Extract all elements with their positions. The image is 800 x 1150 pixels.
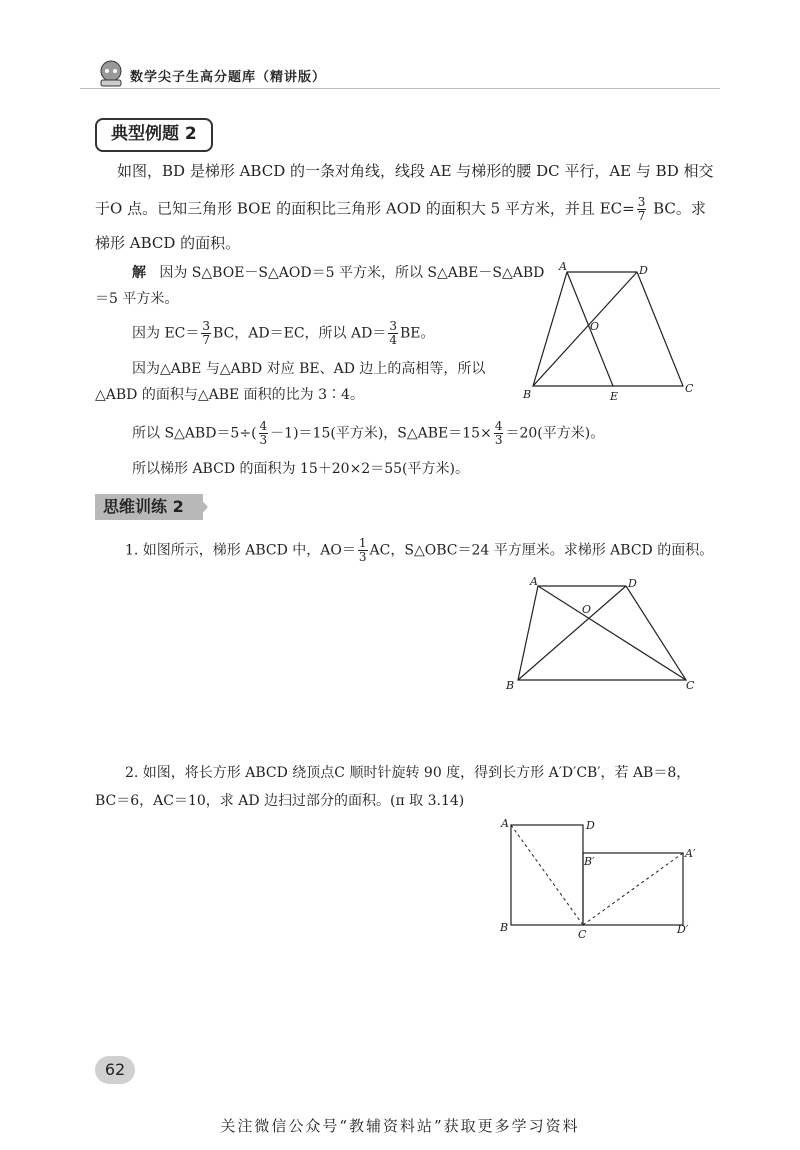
solution-line-6: 所以 S△ABD＝5÷( $\frac{4}{3}$ －1)＝15(平方米)，S△ABE＝15× $\frac{4}{3}$ ＝20(平方米)。: [132, 419, 605, 447]
solution-line-1: 解 因为 S△BOE－S△AOD＝5 平方米，所以 S△ABE－S△ABD: [132, 265, 545, 281]
question-2-figure: [495, 815, 705, 940]
label-C: C: [685, 382, 694, 395]
problem-line-2-text: 于O 点。已知三角形 BOE 的面积比三角形 AOD 的面积大 5 平方米，并且 EC=: [95, 199, 635, 218]
q2-label-A: A: [501, 817, 509, 830]
label-D: D: [639, 264, 648, 277]
header-rule: [80, 88, 720, 89]
example-title: 典型例题 2: [95, 118, 213, 152]
header-title: 数学尖子生高分题库（精讲版）: [130, 70, 327, 85]
q2-label-B: B: [500, 921, 509, 934]
solution-line-5: △ABD 的面积与△ABE 面积的比为 3∶4。: [95, 387, 364, 403]
fraction-1-3: $\frac{1}{3}$: [358, 536, 367, 564]
q2-label-D: D: [586, 819, 595, 832]
problem-line-3: 梯形 ABCD 的面积。: [95, 234, 241, 252]
solution-label: 解: [132, 265, 146, 281]
q2-label-A-prime: A′: [685, 847, 696, 860]
q1-label-C: C: [686, 679, 695, 692]
question-2-line-1: 2. 如图，将长方形 ABCD 绕顶点C 顺时针旋转 90 度，得到长方形 A′D′CB′，若 AB＝8，: [125, 765, 691, 781]
fraction-3-7-b: $\frac{3}{7}$: [202, 319, 211, 347]
fraction-4-3: $\frac{4}{3}$: [259, 419, 268, 447]
fraction-3-4: $\frac{3}{4}$: [389, 319, 397, 347]
problem-line-2-tail: BC。求: [653, 199, 706, 218]
label-O: O: [590, 320, 600, 333]
training-title: 思维训练 2: [95, 494, 203, 520]
question-1: 1. 如图所示，梯形 ABCD 中，AO＝ $\frac{1}{3}$ AC，S△OBC＝24 平方厘米。求梯形 ABCD 的面积。: [125, 536, 714, 564]
solution-line-2: ＝5 平方米。: [95, 291, 179, 307]
problem-line-2: [95, 196, 706, 223]
label-B: B: [523, 388, 532, 401]
q1-label-D: D: [628, 577, 637, 590]
fraction-4-3-b: $\frac{4}{3}$: [494, 419, 503, 447]
problem-line-1: 如图，BD 是梯形 ABCD 的一条对角线，线段 AE 与梯形的腰 DC 平行，AE 与 BD 相交: [117, 162, 714, 180]
example-figure: [515, 258, 705, 408]
solution-line-4: 因为△ABE 与△ABD 对应 BE、AD 边上的高相等，所以: [132, 361, 486, 377]
question-1-figure: [500, 575, 700, 695]
label-A: A: [559, 260, 567, 273]
training-tab-arrow: [196, 494, 208, 520]
solution-line-7: 所以梯形 ABCD 的面积为 15＋20×2＝55(平方米)。: [132, 461, 469, 477]
mascot-logo-icon: [96, 58, 126, 88]
q1-label-O: O: [582, 603, 592, 616]
q2-label-D-prime: D′: [677, 923, 689, 936]
solution-line-3: 因为 EC＝ $\frac{3}{7}$ BC，AD＝EC，所以 AD＝ $\frac{3}{4}$ BE。: [132, 319, 435, 347]
question-2-line-2: BC＝6，AC＝10，求 AD 边扫过部分的面积。(π 取 3.14): [95, 793, 465, 809]
footer-note: 关注微信公众号“教辅资料站”获取更多学习资料: [220, 1117, 580, 1135]
page-number: 62: [95, 1056, 135, 1084]
q1-label-A: A: [530, 575, 538, 588]
q2-label-C: C: [578, 928, 587, 940]
fraction-3-7: $\frac{3}{7}$: [637, 195, 646, 223]
q1-label-B: B: [506, 679, 515, 692]
label-E: E: [610, 390, 619, 403]
q2-label-B-prime: B′: [584, 855, 595, 868]
